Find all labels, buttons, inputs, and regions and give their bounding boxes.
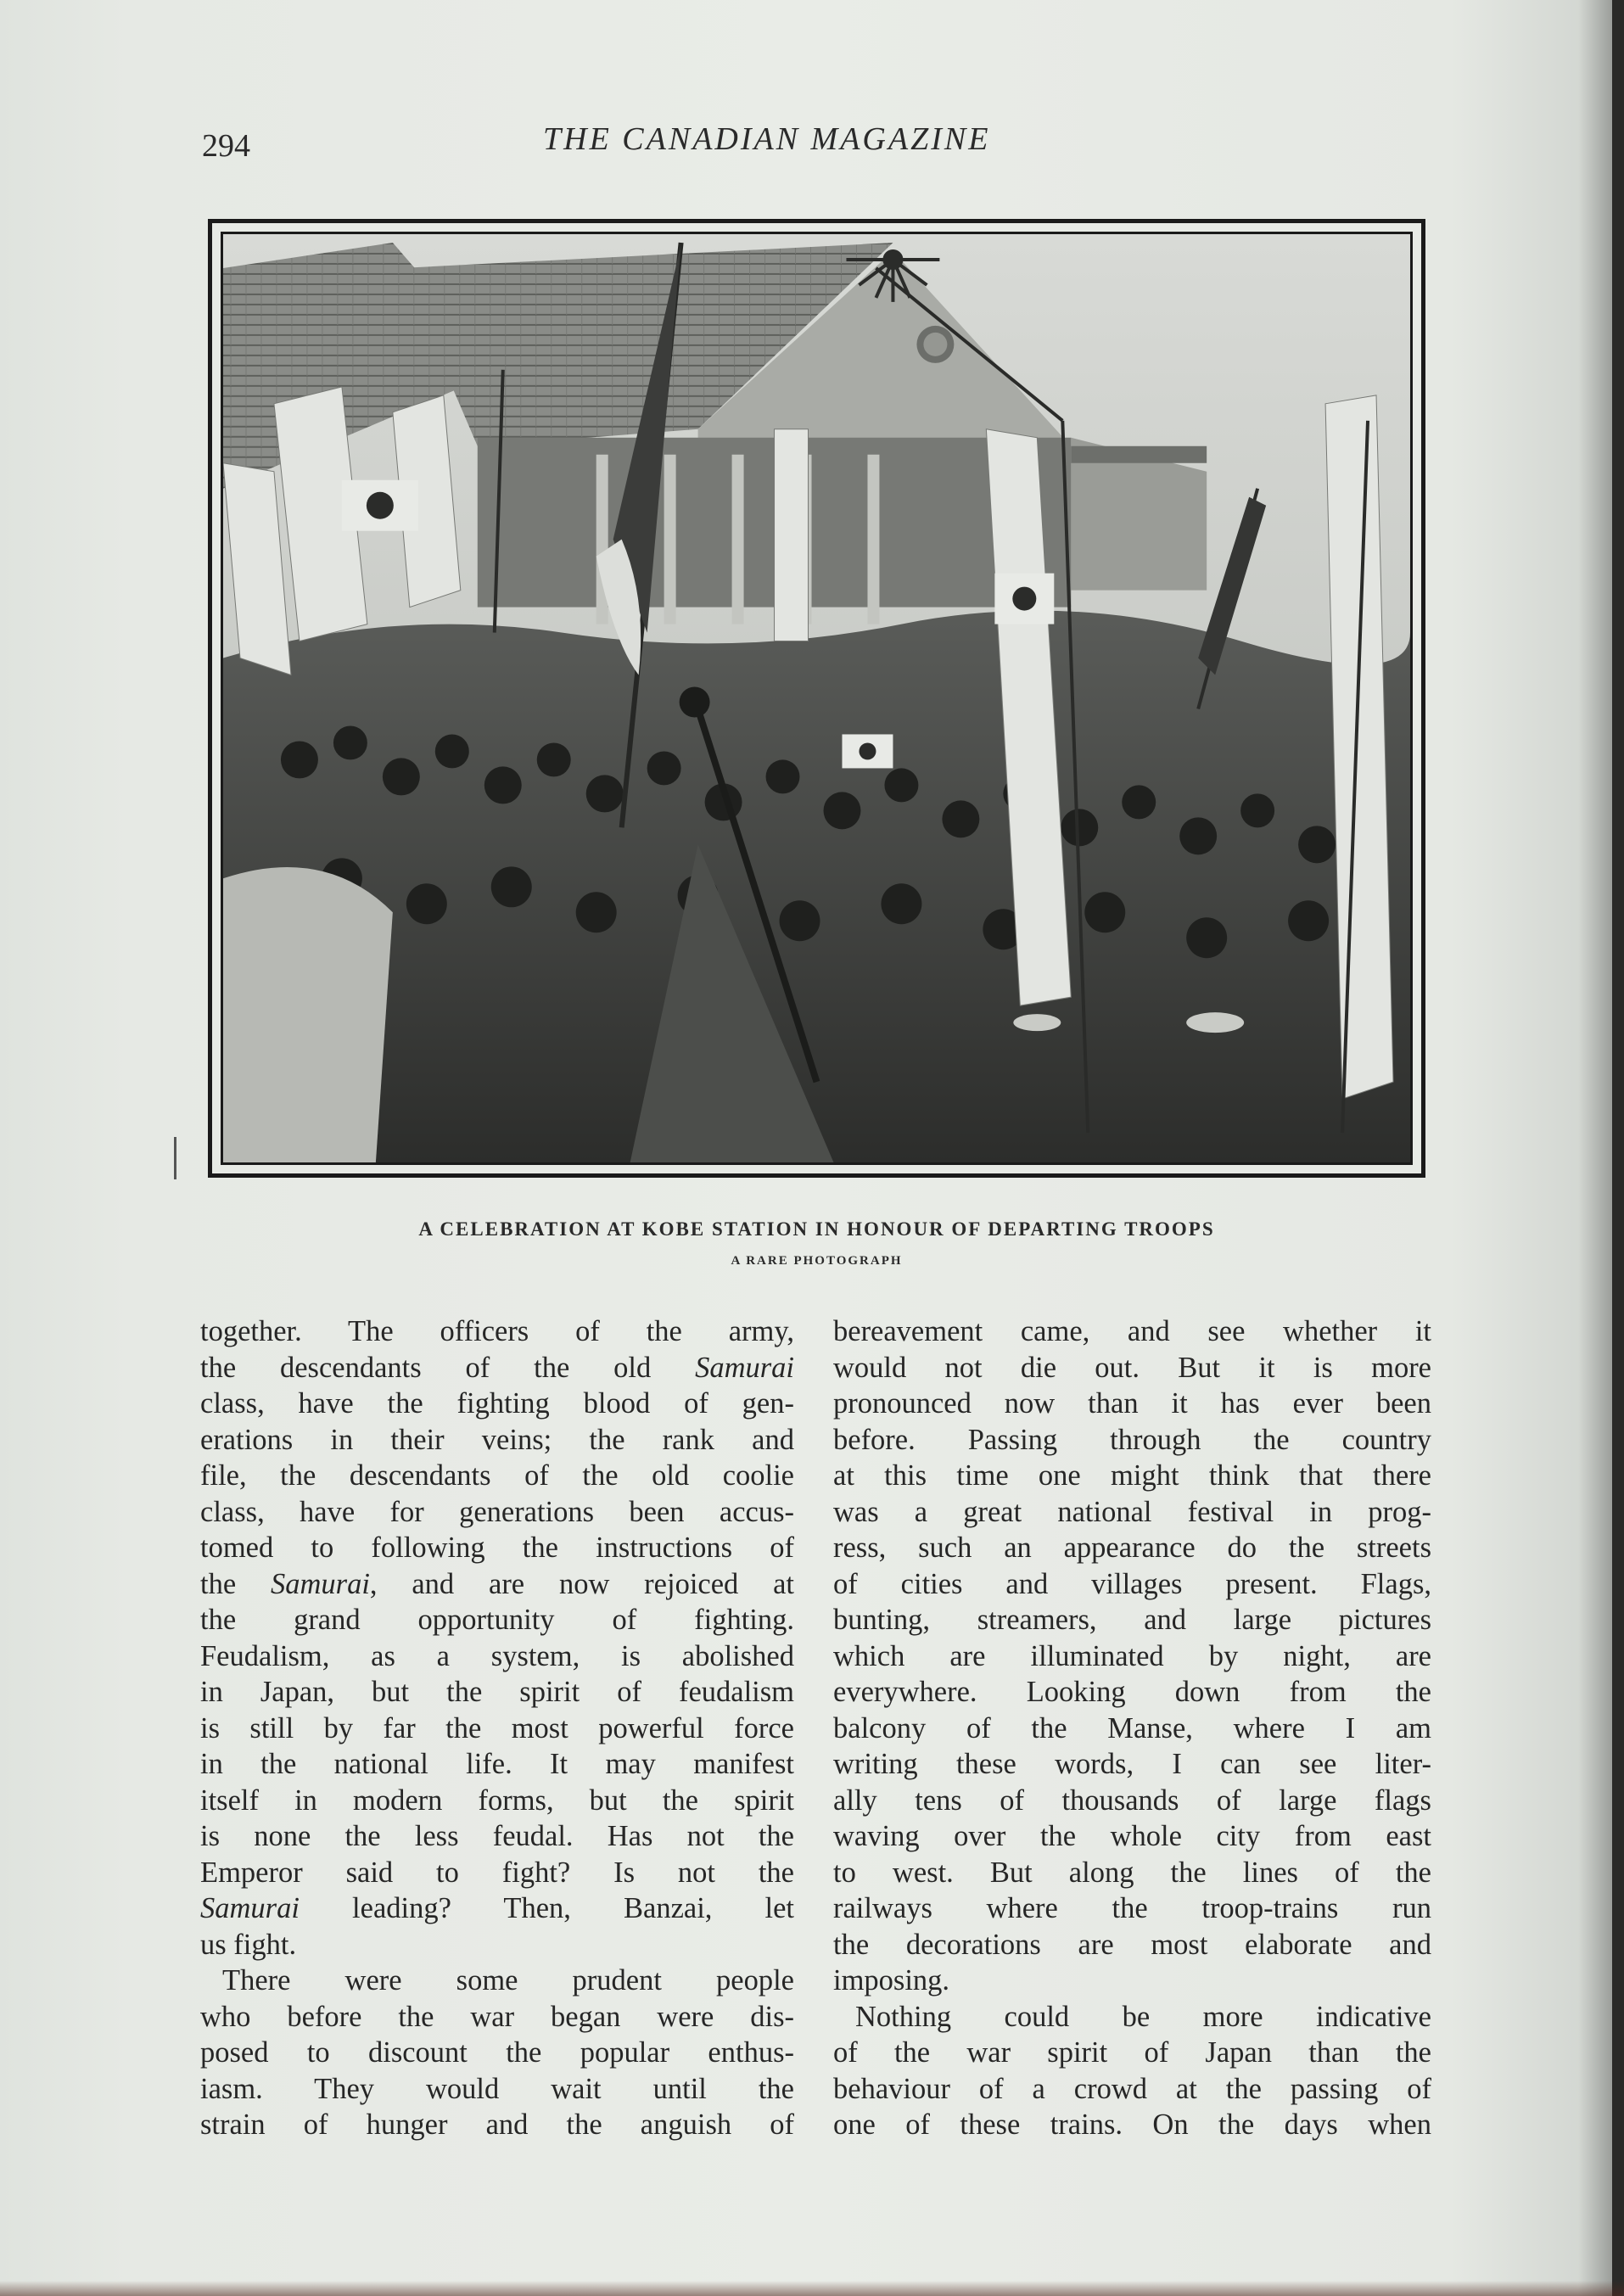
body-line: posed to discount the popular enthus- bbox=[200, 2036, 794, 2069]
body-line: Samurai leading? Then, Banzai, let bbox=[200, 1892, 794, 1924]
body-line: Nothing could be more indicative bbox=[855, 2000, 1431, 2033]
body-line: Feudalism, as a system, is abolished bbox=[200, 1639, 794, 1672]
body-line: would not die out. But it is more bbox=[833, 1351, 1431, 1384]
body-line: in Japan, but the spirit of feudalism bbox=[200, 1676, 794, 1708]
body-line: the Samurai, and are now rejoiced at bbox=[200, 1567, 794, 1600]
body-line: class, have the fighting blood of gen- bbox=[200, 1387, 794, 1420]
body-line: Emperor said to fight? Is not the bbox=[200, 1856, 794, 1889]
body-line: was a great national festival in prog- bbox=[833, 1495, 1431, 1528]
figure-subcaption: A RARE PHOTOGRAPH bbox=[731, 1254, 903, 1268]
body-line: everywhere. Looking down from the bbox=[833, 1676, 1431, 1708]
body-line: writing these words, I can see liter- bbox=[833, 1748, 1431, 1780]
photograph-illustration bbox=[223, 234, 1410, 1162]
figure-caption: A CELEBRATION AT KOBE STATION IN HONOUR OF DEPARTING TROOPS bbox=[418, 1218, 1215, 1240]
body-line: the grand opportunity of fighting. bbox=[200, 1604, 794, 1636]
body-line: to west. But along the lines of the bbox=[833, 1856, 1431, 1889]
body-line: us fight. bbox=[200, 1928, 297, 1961]
body-line: ally tens of thousands of large flags bbox=[833, 1784, 1431, 1817]
body-line: in the national life. It may manifest bbox=[200, 1748, 794, 1780]
body-line: strain of hunger and the anguish of bbox=[200, 2108, 794, 2141]
body-line: tomed to following the instructions of bbox=[200, 1532, 794, 1564]
body-line: the descendants of the old Samurai bbox=[200, 1351, 794, 1384]
body-line: bereavement came, and see whether it bbox=[833, 1315, 1431, 1347]
body-line: file, the descendants of the old coolie bbox=[200, 1459, 794, 1492]
body-line: who before the war began were dis- bbox=[200, 2000, 794, 2033]
margin-mark bbox=[174, 1137, 176, 1179]
body-line: erations in their veins; the rank and bbox=[200, 1423, 794, 1456]
body-line: ress, such an appearance do the streets bbox=[833, 1532, 1431, 1564]
body-line: pronounced now than it has ever been bbox=[833, 1387, 1431, 1420]
celebration-photograph bbox=[221, 232, 1413, 1165]
body-line: together. The officers of the army, bbox=[200, 1315, 794, 1347]
body-line: is none the less feudal. Has not the bbox=[200, 1820, 794, 1852]
body-line: itself in modern forms, but the spirit bbox=[200, 1784, 794, 1817]
photograph-frame bbox=[208, 219, 1425, 1178]
text-column-left bbox=[200, 1313, 794, 2143]
body-line: class, have for generations been accus- bbox=[200, 1495, 794, 1528]
body-line: of cities and villages present. Flags, bbox=[833, 1567, 1431, 1600]
body-line: balcony of the Manse, where I am bbox=[833, 1711, 1431, 1744]
body-line: the decorations are most elaborate and bbox=[833, 1928, 1431, 1961]
page-bottom-edge bbox=[0, 2281, 1624, 2296]
text-column-right bbox=[833, 1313, 1431, 2143]
page-number: 294 bbox=[202, 128, 250, 164]
body-line: There were some prudent people bbox=[222, 1964, 794, 1996]
body-line: bunting, streamers, and large pictures bbox=[833, 1604, 1431, 1636]
running-title: THE CANADIAN MAGAZINE bbox=[543, 121, 991, 157]
body-line: railways where the troop-trains run bbox=[833, 1892, 1431, 1924]
body-line: which are illuminated by night, are bbox=[833, 1639, 1431, 1672]
body-line: before. Passing through the country bbox=[833, 1423, 1431, 1456]
page-spine-shadow bbox=[1578, 0, 1612, 2296]
body-line: imposing. bbox=[833, 1964, 950, 1996]
body-line: one of these trains. On the days when bbox=[833, 2108, 1431, 2141]
body-line: at this time one might think that there bbox=[833, 1459, 1431, 1492]
body-line: iasm. They would wait until the bbox=[200, 2072, 794, 2105]
body-line: behaviour of a crowd at the passing of bbox=[833, 2072, 1431, 2105]
body-line: is still by far the most powerful force bbox=[200, 1711, 794, 1744]
body-line: waving over the whole city from east bbox=[833, 1820, 1431, 1852]
body-line: of the war spirit of Japan than the bbox=[833, 2036, 1431, 2069]
